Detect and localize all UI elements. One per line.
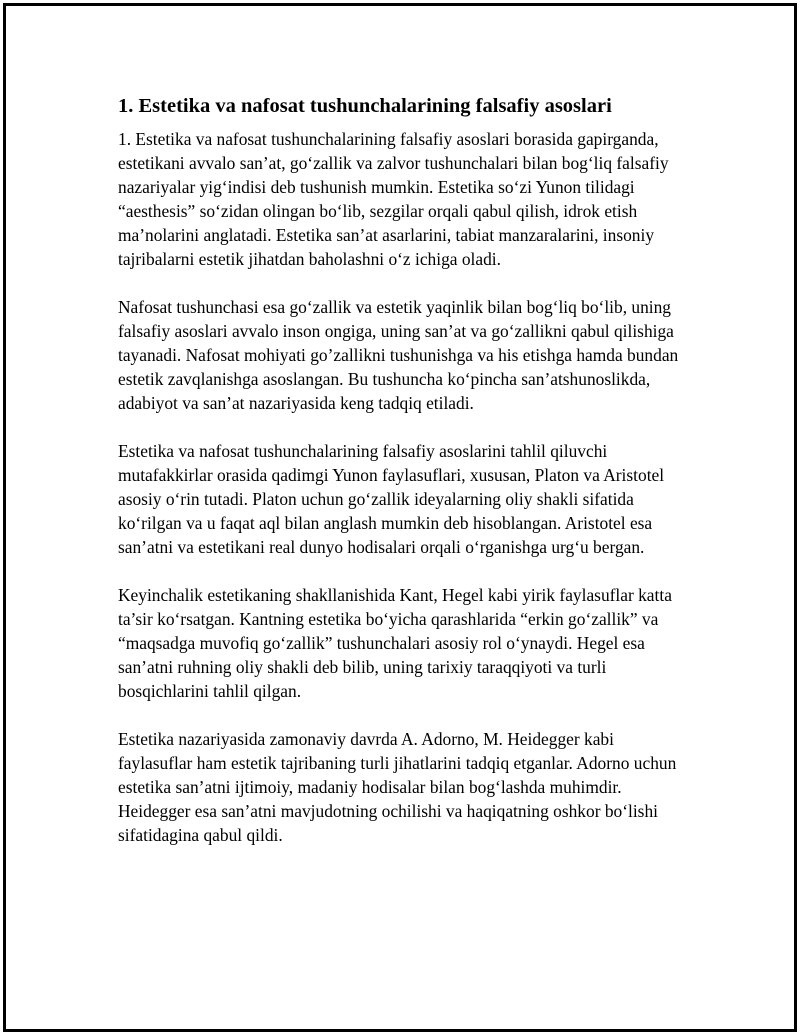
paragraph-5: Estetika nazariyasida zamonaviy davrda A. Adorno, M. Heidegger kabi faylasuflar ham estetik tajribaning turli jihatlarini tadqiq etganlar. Adorno uchun estetika san’atni ijtimoiy, madaniy hodisalar bilan bog‘lashda muhimdir. Heidegger esa san’atni mavjudotning ochilishi va haqiqatning oshkor bo‘lishi sifatidagina qabul qildi. (118, 729, 677, 845)
paragraph-1: 1. Estetika va nafosat tushunchalarining falsafiy asoslari borasida gapirganda, estetikani avvalo san’at, go‘zallik va zalvor tushunchalari bilan bog‘liq falsafiy nazariyalar yig‘indisi deb tushunish mumkin. Estetika so‘zi Yunon tilidagi “aesthesis” so‘zidan olingan bo‘lib, sezgilar orqali qabul qilish, idrok etish ma’nolarini anglatadi. Estetika san’at asarlarini, tabiat manzaralarini, insoniy tajribalarni estetik jihatdan baholashni o‘z ichiga oladi. (118, 129, 669, 269)
document-body (118, 92, 690, 871)
paragraph-2: Nafosat tushunchasi esa go‘zallik va estetik yaqinlik bilan bog‘liq bo‘lib, uning falsafiy asoslari avvalo inson ongiga, uning san’at va go‘zallikni qabul qilishiga tayanadi. Nafosat mohiyati go’zallikni tushunishga va his etishga hamda bundan estetik zavqlanishga asoslangan. Bu tushuncha ko‘pincha san’atshunoslikda, adabiyot va san’at nazariyasida keng tadqiq etiladi. (118, 297, 679, 413)
paragraph-3: Estetika va nafosat tushunchalarining falsafiy asoslarini tahlil qiluvchi mutafakkirlar orasida qadimgi Yunon faylasuflari, xususan, Platon va Aristotel asosiy o‘rin tutadi. Platon uchun go‘zallik ideyalarning oliy shakli sifatida ko‘rilgan va u faqat aql bilan anglash mumkin deb hisoblangan. Aristotel esa san’atni va estetikani real dunyo hodisalari orqali o‘rganishga urg‘u bergan. (118, 441, 665, 557)
document-title: 1. Estetika va nafosat tushunchalarining falsafiy asoslari (118, 95, 612, 117)
paragraph-4: Keyinchalik estetikaning shakllanishida Kant, Hegel kabi yirik faylasuflar katta ta’sir ko‘rsatgan. Kantning estetika bo‘yicha qarashlarida “erkin go‘zallik” va “maqsadga muvofiq go‘zallik” tushunchalari asosiy rol o‘ynaydi. Hegel esa san’atni ruhning oliy shakli deb bilib, uning tarixiy taraqqiyoti va turli bosqichlarini tahlil qilgan. (118, 585, 672, 701)
